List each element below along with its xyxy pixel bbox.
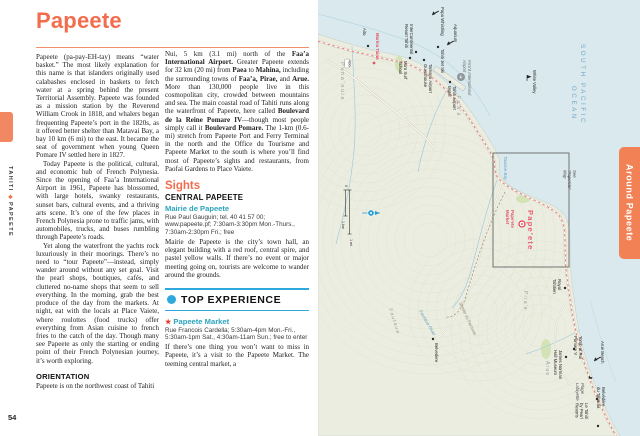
top-experience-label: TOP EXPERIENCE <box>181 293 282 306</box>
paragraph: Today Papeete is the political, cultural, and economic hub of French Polynesia. Since the opening of Faa’a International Airport in 1961, Papeete has blossomed, with large hotels, swanky restaurants, sunset bars, cultural events, and a thriving arts scene. It’s one of the few places in French Polynesia prone to traffic jams, with automobiles, trucks, and buses rumbling through Papeete’s roads. <box>36 159 159 242</box>
continuation-paragraph: Nui, 5 km (3.1 mi) north of the Faa’a International Airport. Greater Papeete extends for 32 km (20 mi) from Paea to Mahina, including the surrounding towns of Faa’a, Pirae, and Arue. More than 130,000 people live in this cosmopolitan city, crowded between mountains and sea. The main coastal road of Tahiti runs along the waterfront of Papeete, here called Boulevard de la Reine Pomare IV—though most people simply call it Boulevard Pomare. The 1-km (0.6-mi) stretch from Papeete Port and Ferry Terminal in the north and the Office du Tourisme and Papeete Market to the south is where you’ll find most of Papeete’s sights and restaurants, from Paofai Gardens to Place Vaiete. <box>165 50 310 173</box>
map-marker-le-tahiti-pearl-icon <box>597 425 599 427</box>
orientation-heading: ORIENTATION <box>36 371 90 381</box>
map-marker-belvedere-icon <box>432 338 434 340</box>
top-experience-badge-icon <box>167 295 176 304</box>
map <box>318 0 640 436</box>
map-label-belvedere: Belvedere <box>434 343 439 363</box>
poi-name-market-label: Papeete Market <box>173 316 230 326</box>
top-experience-rule-bottom <box>165 310 309 311</box>
map-label-scale-mi: 1 mi <box>349 239 353 247</box>
map-label-aquarium: Aquarium <box>453 24 458 43</box>
map-marker-faaa-airport-icon <box>457 73 465 81</box>
map-label-le-tahiti-pearl: Le Tahitiby PearlResorts <box>574 403 589 419</box>
map-label-papeete-market: Pape'eteMarket <box>505 210 515 228</box>
map-label-airport-guesthouse: Tamanu AirportGuesthouse <box>423 64 433 93</box>
map-label-arue-beach: Arue Beach <box>600 341 605 364</box>
top-experience-star-icon: ★ <box>165 318 172 326</box>
map-label-white-valley: White Valley <box>532 70 537 94</box>
svg-text:✈: ✈ <box>457 74 464 80</box>
map-label-fautaua: Fautaua <box>387 307 402 336</box>
poi-body-market: If there’s one thing you won’t want to miss in Papeete, it’s a visit to the Papeete Market. The teeming central market, a <box>165 343 309 368</box>
intro-paragraph: Papeete (pa-pay-EH-tay) means “water basket.” The most likely explanation for this name is that islanders originally used calabashes enclosed in baskets to fetch water at a spring behind the present Territorial Assembly. Papeete was founded as a mission station by the Reverend William Crook in 1818, and whalers began frequenting Papeete’s port in the 1820s, as it offered better shelter than Matavai Bay, a bay 10 km (6 mi) to the east. It became the seat of government when young Queen Pomare IV settled here in 1827. <box>36 53 159 160</box>
map-label-aito: Aito <box>362 28 367 36</box>
map-marker-hall-museum-icon <box>565 356 567 358</box>
map-label-ocean-line2: OCEAN <box>570 86 577 122</box>
poi-details-market: Rue Francois Cardella; 5:30am-4pm Mon.-Fri., 5:30am-1pm Sat., 4:30am-11am Sun.; free to enter <box>165 326 308 341</box>
paragraph: Yet along the waterfront the yachts rock luxuriously in their moorings. There’s no need to “tour Papeete”—instead, simply wander around without any set goal. Visit the pearl shops, boutiques, cafés, and cluttered no-name shops that seem to sell everything. In the morning, grab the best produce of the day from the markets. At night, eat with the locals at Place Vaiete, where roulottes (food trucks) offer everything from Asian cuisine to french fries to the catch of the day. Though many see Papeete as only the starting or ending point of their French Polynesian journey, it’s worth exploring. <box>36 241 159 365</box>
chapter-label: TAHITI <box>7 166 13 192</box>
left-edge-tab <box>0 112 13 142</box>
map-label-scale-km: 1 km <box>341 221 345 230</box>
around-papeete-tab[interactable] <box>619 147 640 259</box>
map-label-rdo-shield-label: RDO <box>347 60 352 67</box>
map-label-tomb-pomare: Tomb of RoiPomare V <box>573 336 583 359</box>
map-marker-intercontinental-icon <box>415 51 417 53</box>
map-label-plage-lafayette: PlageLafayette <box>575 383 585 401</box>
map-label-tahiti-jet-ski: Tahiti Jet Ski <box>440 49 445 74</box>
page-title: Papeete <box>36 8 122 33</box>
top-experience-box <box>165 288 309 311</box>
map-marker-aito-icon <box>367 45 369 47</box>
poi-name-market <box>165 317 309 326</box>
map-label-moo-surf-school: Mo'o SurfSchool <box>398 61 408 80</box>
map-label-marina-taina: Marina Taina <box>375 33 380 60</box>
map-label-taharaa: Belvédèredu Taharaa <box>596 387 606 409</box>
map-label-intercontinental: InterContinentalResort Tahiti <box>404 24 414 55</box>
map-marker-tahiti-jet-ski-icon <box>437 46 439 48</box>
title-rule <box>36 47 309 48</box>
poi-details-mairie: Rue Paul Gauguin; tel. 40 41 57 00; www.papeete.pf; 7:30am-3:30pm Mon.-Thurs., 7:30am-2:30pm Fri.; free <box>165 214 295 236</box>
map-label-sentier-fachoda: Sentier du Fachoda <box>458 301 478 336</box>
map-marker-papeete-market-icon <box>519 221 525 227</box>
diamond-separator-icon: ◆ <box>7 194 13 199</box>
papeete-market-entry <box>165 317 309 368</box>
map-marker-airport-motel-icon <box>449 81 451 83</box>
chapter-breadcrumb <box>7 166 13 237</box>
text-column-2 <box>165 50 309 368</box>
map-marker-moo-surf-school-icon <box>409 57 411 59</box>
central-papeete-subheading: CENTRAL PAPEETE <box>165 193 244 203</box>
page-number: 54 <box>8 413 17 422</box>
map-label-hall-museum: James NormanHall Museum <box>553 350 563 380</box>
map-marker-airport-guesthouse-icon <box>423 59 425 61</box>
poi-body-mairie: Mairie de Papeete is the city’s town hall, an elegant building with a red roof, central spire, and pastel yellow walls. If there’s no event or major meeting going on, tourists are welcome to wander around the grounds. <box>165 237 309 279</box>
orientation-paragraph: Papeete is on the northwest coast of Tahiti <box>36 381 155 390</box>
map-label-pirae: Pira'e <box>522 291 528 311</box>
map-marker-marina-taina-icon <box>373 62 376 65</box>
map-label-faaa-airport: Fa'a'ā InternationalAirport <box>462 60 472 96</box>
map-label-scale-zero: 0 <box>344 185 348 188</box>
map-label-punaauia: Puna'auia <box>339 62 345 102</box>
map-label-papeete-big: Pape'ete <box>526 210 535 251</box>
map-label-airport-motel: Tahiti AirportMotel <box>447 86 457 110</box>
sights-heading: Sights <box>165 180 201 193</box>
map-label-taaone-bay: Taaone Bay <box>503 156 508 181</box>
map-label-fautaua-river: Fautaua River <box>418 309 437 337</box>
section-label: PAPEETE <box>7 201 13 238</box>
map-label-royal-tahitien: RoyalTahitien <box>552 279 562 294</box>
map-marker-royal-tahitien-icon <box>564 287 566 289</box>
poi-name-mairie: Mairie de Papeete <box>165 204 230 214</box>
map-label-ocean-line1: SOUTH PACIFIC <box>579 44 586 126</box>
text-column-1 <box>36 53 159 390</box>
around-papeete-tab-label: Around Papeete <box>624 164 635 242</box>
map-label-faaa: Fa'a'ā <box>455 96 461 117</box>
map-label-see-papeete-map: See“Pape'ete”Map <box>562 170 577 190</box>
map-label-papa-whistling: Papa Whistling <box>440 7 445 36</box>
map-label-arue-district: Arue <box>544 361 550 377</box>
